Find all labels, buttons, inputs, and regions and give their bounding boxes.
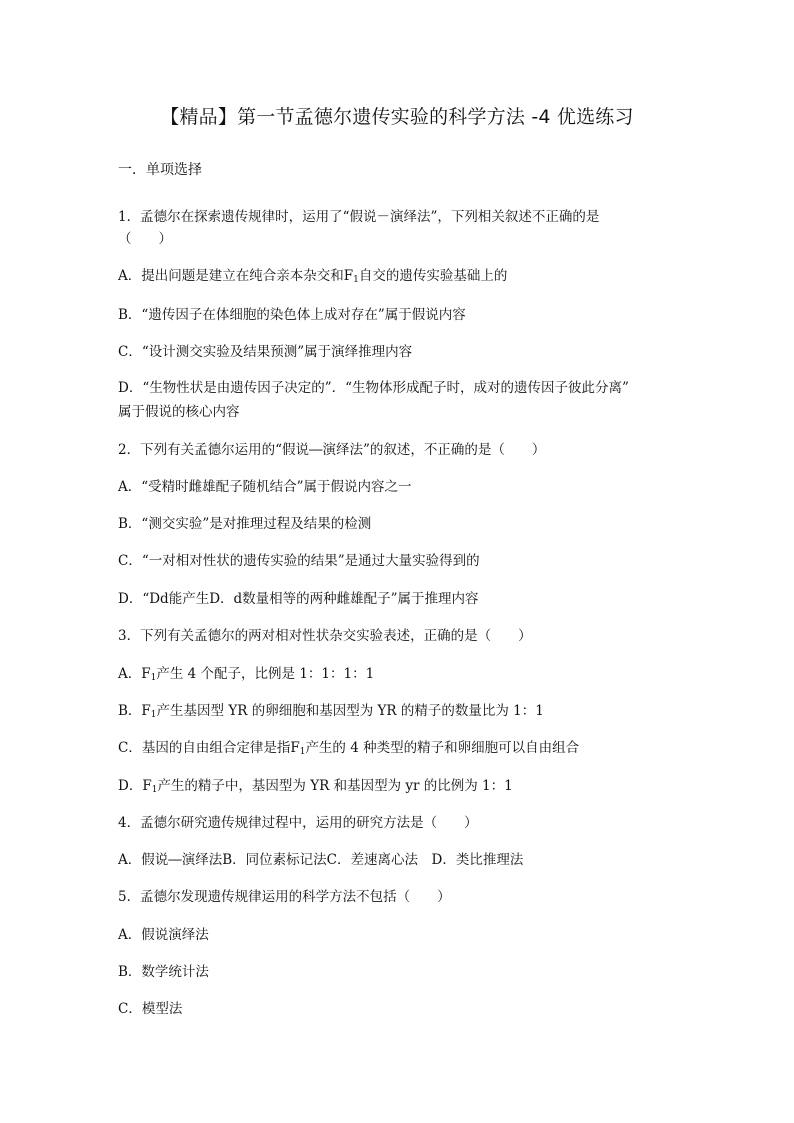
- q3-option-c-text: C．基因的自由组合定律是指F: [118, 740, 300, 756]
- q3-option-c: [118, 738, 698, 759]
- q1-stem-parens: （ ）: [118, 231, 172, 247]
- subscript: 1: [150, 673, 157, 683]
- q2-option-a: A．“受精时雌雄配子随机结合”属于假说内容之一: [118, 479, 412, 495]
- q3-option-b: [118, 701, 698, 722]
- q3-stem: 3．下列有关孟德尔的两对相对性状杂交实验表述，正确的是（ ）: [118, 628, 532, 644]
- q5-option-b: B．数学统计法: [118, 964, 209, 980]
- section-heading: 一．单项选择: [118, 162, 202, 178]
- subscript: 1: [150, 710, 157, 720]
- q2-option-c: C．“一对相对性状的遗传实验的结果”是通过大量实验得到的: [118, 553, 480, 569]
- q1-option-b: B．“遗传因子在体细胞的染色体上成对存在”属于假说内容: [118, 307, 466, 323]
- q3-option-c-text-end: 产生的 4 种类型的精子和卵细胞可以自由组合: [305, 740, 580, 756]
- q2-option-d: D．“Dd能产生D．d数量相等的两种雌雄配子”属于推理内容: [118, 591, 479, 607]
- q2-stem: 2．下列有关孟德尔运用的“假说―演绎法”的叙述，不正确的是（ ）: [118, 442, 546, 458]
- document-title: 【精品】第一节孟德尔遗传实验的科学方法 -4 优选练习: [160, 106, 634, 128]
- q1-option-d-cont: 属于假说的核心内容: [118, 404, 240, 420]
- q1-stem: 1．孟德尔在探索遗传规律时，运用了“假说－演绎法”，下列相关叙述不正确的是: [118, 209, 600, 225]
- q1-option-a-text-end: 自交的遗传实验基础上的: [358, 268, 508, 284]
- q3-option-a-text: A．F: [118, 666, 151, 682]
- subscript: 1: [353, 275, 359, 285]
- q5-option-c: C．模型法: [118, 1001, 183, 1017]
- subscript: 1: [151, 785, 158, 795]
- q3-option-d: [118, 776, 698, 797]
- q5-option-a: A．假说演绎法: [118, 927, 209, 943]
- q3-option-d-text-end: 产生的精子中，基因型为 YR 和基因型为 yr 的比例为 1：1: [157, 778, 513, 794]
- subscript: 1: [299, 747, 306, 757]
- q3-option-a: [118, 664, 698, 685]
- q4-options: A．假说―演绎法B．同位素标记法C．差速离心法 D．类比推理法: [118, 852, 524, 868]
- q1-option-a: [118, 266, 698, 287]
- q1-option-a-text: A．提出问题是建立在纯合亲本杂交和F: [118, 268, 354, 284]
- q1-option-c: C．“设计测交实验及结果预测”属于演绎推理内容: [118, 344, 413, 360]
- q3-option-a-text-end: 产生 4 个配子，比例是 1：1：1：1: [156, 666, 375, 682]
- q3-option-b-text-end: 产生基因型 YR 的卵细胞和基因型为 YR 的精子的数量比为 1：1: [156, 703, 544, 719]
- q4-stem: 4．孟德尔研究遗传规律过程中，运用的研究方法是（ ）: [118, 815, 478, 831]
- q3-option-b-text: B．F: [118, 703, 151, 719]
- q5-stem: 5．孟德尔发现遗传规律运用的科学方法不包括（ ）: [118, 889, 451, 905]
- q2-option-b: B．“测交实验”是对推理过程及结果的检测: [118, 516, 372, 532]
- q1-option-d: D．“生物性状是由遗传因子决定的”．“生物体形成配子时，成对的遗传因子彼此分离”: [118, 380, 629, 396]
- q3-option-d-text: D．F: [118, 778, 152, 794]
